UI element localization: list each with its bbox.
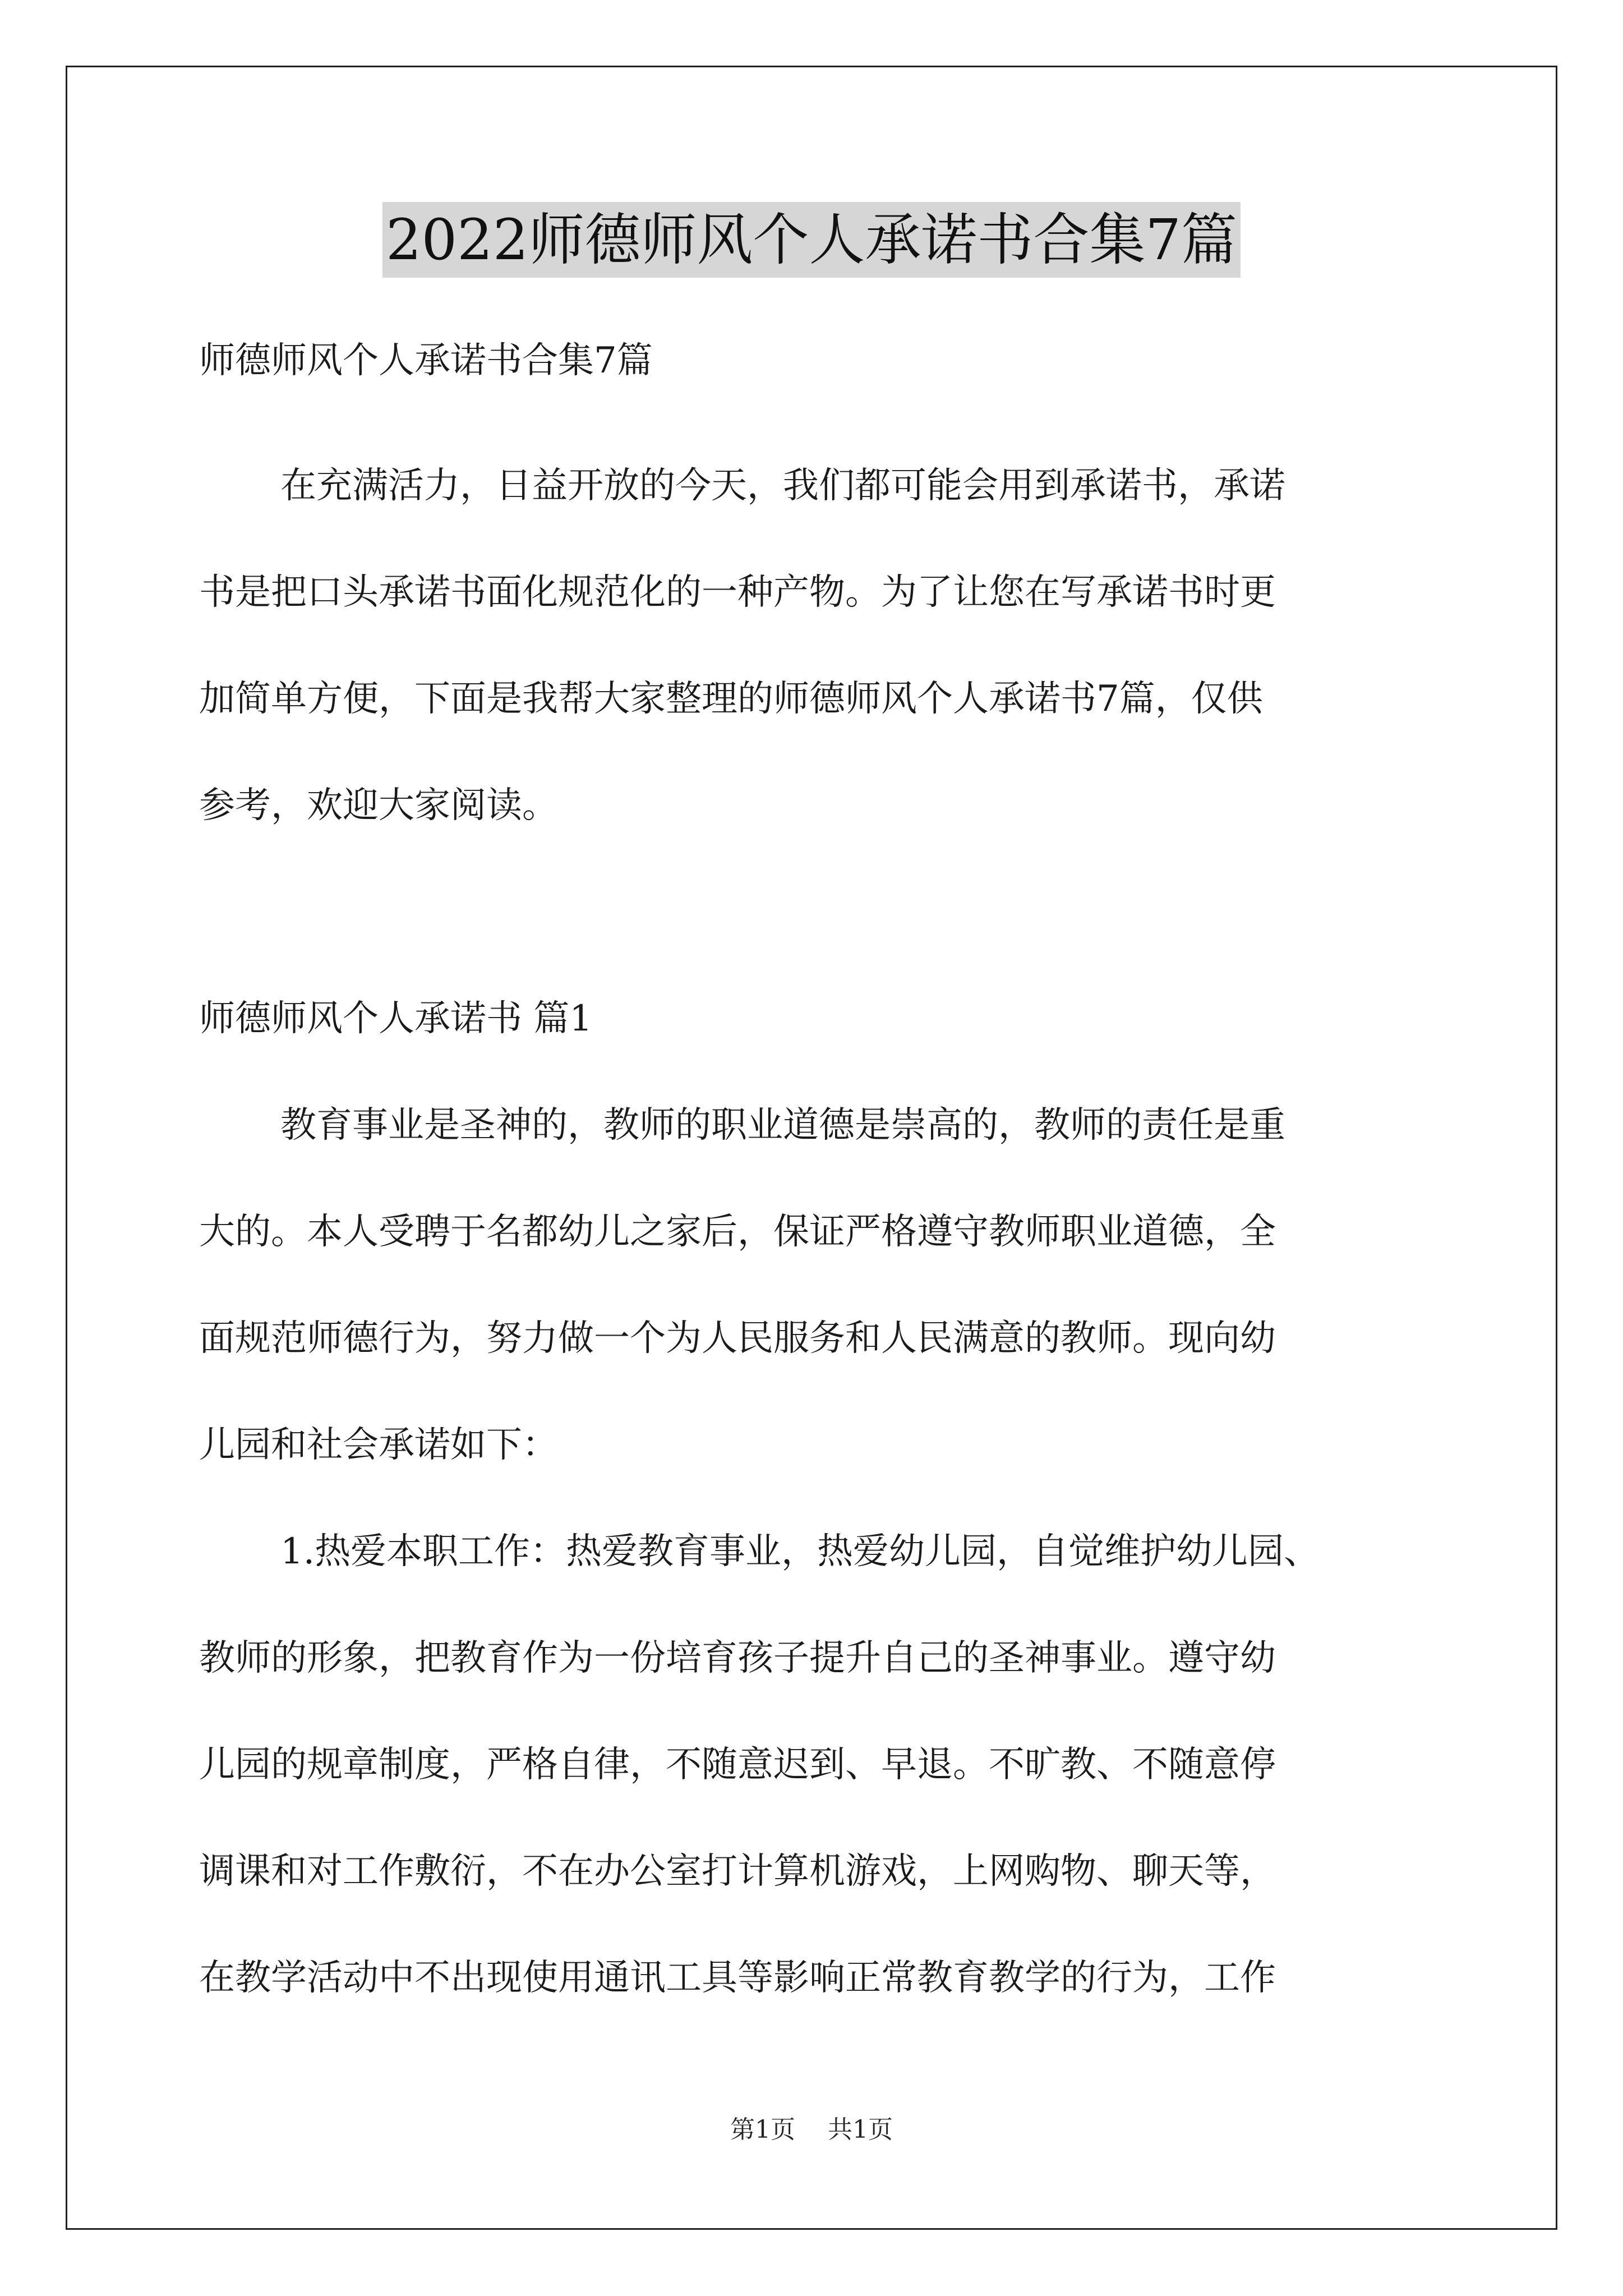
paragraph-line: 在教学活动中不出现使用通讯工具等影响正常教育教学的行为，工作 — [199, 1957, 1276, 1999]
page-border — [66, 66, 1557, 2230]
paragraph-line: 儿园的规章制度，严格自律，不随意迟到、早退。不旷教、不随意停 — [199, 1744, 1276, 1786]
paragraph-line: 教师的形象，把教育作为一份培育孩子提升自己的圣神事业。遵守幼 — [199, 1637, 1276, 1679]
intro-line: 在充满活力，日益开放的今天，我们都可能会用到承诺书，承诺 — [280, 465, 1285, 507]
total-pages: 共1页 — [828, 2115, 893, 2144]
intro-line: 参考，欢迎大家阅读。 — [199, 785, 558, 826]
page-number: 第1页 — [730, 2115, 795, 2144]
paragraph-line: 面规范师德行为，努力做一个为人民服务和人民满意的教师。现向幼 — [199, 1318, 1276, 1359]
paragraph-line: 教育事业是圣神的，教师的职业道德是崇高的，教师的责任是重 — [280, 1105, 1285, 1146]
paragraph-line: 调课和对工作敷衍，不在办公室打计算机游戏，上网购物、聊天等， — [199, 1851, 1276, 1892]
paragraph-line: 大的。本人受聘于名都幼儿之家后，保证严格遵守教师职业道德，全 — [199, 1211, 1276, 1253]
paragraph-line: 儿园和社会承诺如下： — [199, 1424, 558, 1466]
document-subtitle: 师德师风个人承诺书合集7篇 — [199, 340, 653, 381]
section-heading: 师德师风个人承诺书 篇1 — [199, 998, 593, 1039]
page-footer — [0, 2109, 1623, 2145]
document-title: 2022师德师风个人承诺书合集7篇 — [382, 202, 1241, 278]
paragraph-line: 1.热爱本职工作：热爱教育事业，热爱幼儿园，自觉维护幼儿园、 — [280, 1531, 1320, 1572]
title-container — [0, 202, 1623, 278]
intro-line: 加简单方便，下面是我帮大家整理的师德师风个人承诺书7篇，仅供 — [199, 678, 1263, 720]
intro-line: 书是把口头承诺书面化规范化的一种产物。为了让您在写承诺书时更 — [199, 572, 1276, 613]
